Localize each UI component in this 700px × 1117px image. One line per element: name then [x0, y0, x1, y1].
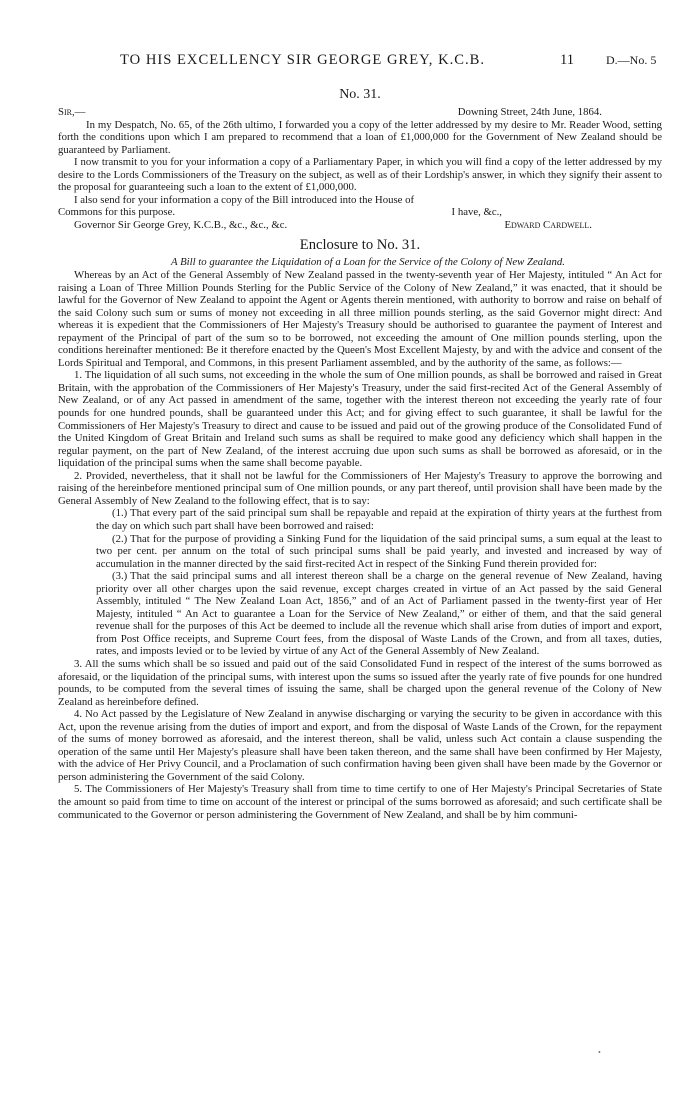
despatch-signoff	[58, 219, 662, 232]
page-mark: •	[598, 1048, 601, 1057]
page-body	[58, 86, 662, 821]
subsection-text: That the said principal sums and all interest thereon shall be a charge on the general revenue of New Zealand, having priority over all other charges upon the said revenue, except charges created in virtue of an Act passed by the said General Assembly, intituled “ The New Zealand Loan Act, 1856,” and of an Act of Parliament passed in the twenty-first year of Her Majesty, intituled “ An Act to guarantee a Loan for the Service of New Zealand,” or either of them, and that the said general revenue shall for the purposes of this Act be deemed to include all the revenue which shall arise from duties of import and export, from Post Office receipts, and Supreme Court fees, from the disposal of Waste Lands of the Crown, and from all taxes, duties, rates, and imposts levied or to be levied by virtue of any Act of the General Assembly of New Zealand.	[96, 570, 662, 658]
bill-subsection	[58, 533, 662, 571]
enclosure-heading: Enclosure to No. 31.	[299, 237, 421, 254]
salutation: Sir,—	[58, 106, 86, 118]
bill-section-1: 1. The liquidation of all such sums, not exceeding in the whole the sum of One million pounds, as shall be borrowed and raised in Great Britain, with the approbation of the Commissioners of Her Majesty's Treasury, under the said first-recited Act of the General Assembly of New Zealand, or of any Act passed in amendment of the same, together with the interest thereon not exceeding the yearly rate of four pounds for one hundred pounds, shall be guaranteed under this Act; and for giving effect to such guarantee, it shall be lawful for the Commissioners of Her Majesty's Treasury to direct and cause to be issued and paid out of the growing produce of the Consolidated Fund of the United Kingdom of Great Britain and Ireland such sums as shall be required to make good any deficiency which shall happen in the regular payment, on the part of New Zealand, of the interest accruing due upon such sums as shall be borrowed as aforesaid, or in the liquidation of the principal sums when the same shall become payable.	[58, 369, 662, 470]
despatch-paragraph: I now transmit to you for your information a copy of a Parliamentary Paper, in which you will find a copy of the letter addressed by my desire to the Lords Commissioners of the Treasury on the subject, as well as of their Lordship's answer, in which they signify their assent to the proposal for guaranteeing such a loan to the extent of £1,000,000.	[58, 156, 662, 194]
closing: I have, &c.,	[451, 206, 502, 219]
despatch-purpose-line	[58, 194, 662, 219]
despatch-paragraph: In my Despatch, No. 65, of the 26th ultimo, I forwarded you a copy of the letter addressed by my desire to Mr. Reader Wood, setting forth the conditions upon which I am prepared to recommend that a loan of £1,000,000 for the Government of New Zealand should be guaranteed by Parliament.	[58, 118, 662, 156]
subsection-text: That every part of the said principal sum shall be repayable and repaid at the expiration of thirty years at the furthest from the day on which such part shall have been borrowed and raised:	[96, 507, 662, 532]
subsection-text: That for the purpose of providing a Sinking Fund for the liquidation of the said principal sums, a sum equal at the least to two per cent. per annum on the total of such principal sums shall be paid yearly, and invested and increased by way of accumulation in the manner directed by the said first-recited Act in respect of the Sinking Fund therein provided for:	[96, 532, 662, 570]
despatch-opening	[58, 106, 662, 119]
bill-subsection	[58, 570, 662, 658]
bill-section-5: 5. The Commissioners of Her Majesty's Treasury shall from time to time certify to one of Her Majesty's Principal Secretaries of State the amount so paid from time to time on account of the interest or principal of the sums borrowed as aforesaid; and such certificate shall be communicated to the Governor or person administering the Government of New Zealand, and shall be by him communi-	[58, 783, 662, 821]
page-number: 11	[560, 52, 575, 68]
subsection-label: (2.)	[112, 532, 128, 545]
bill-subsection	[58, 507, 662, 532]
addressee: Governor Sir George Grey, K.C.B., &c., &c., &c.	[74, 218, 288, 231]
bill-section-4: 4. No Act passed by the Legislature of New Zealand in anywise discharging or varying the security to be given in accordance with this Act, upon the revenue arising from the duties of import and export, and from the disposal of Waste Lands of the Crown, for the repayment of the sums of money borrowed as aforesaid, and the interest thereon, shall be valid, unless such Act contain a clause suspending the operation of the same until Her Majesty's pleasure shall have been taken thereon, and the same shall have been confirmed by Her Majesty, with the advice of Her Privy Council, and a Proclamation of such confirmation having been given shall have been made by the Governor or person administering the Government of the said Colony.	[58, 708, 662, 783]
bill-title: A Bill to guarantee the Liquidation of a Loan for the Service of the Colony of New Zealand.	[171, 256, 565, 269]
place-date: Downing Street, 24th June, 1864.	[457, 106, 602, 118]
running-head-title: TO HIS EXCELLENCY SIR GEORGE GREY, K.C.B.	[120, 52, 486, 68]
despatch-number: No. 31.	[339, 87, 381, 102]
bill-section-2: 2. Provided, nevertheless, that it shall not be lawful for the Commissioners of Her Majesty's Treasury to approve the borrowing and raising of the hereinbefore mentioned principal sum of One million pounds, or any part thereof, until provision shall have been made by the General Assembly of New Zealand to the following effect, that is to say:	[58, 469, 662, 507]
subsection-label: (1.)	[112, 507, 128, 520]
bill-section-3: 3. All the sums which shall be so issued and paid out of the said Consolidated Fund in respect of the interest of the sums borrowed as aforesaid, or the liquidation of the principal sums, with interest upon the sums so issued after the yearly rate of five pounds for one hundred pounds, to be computed from the several times of issuing the same, shall be charged upon the general revenue of the Colony of New Zealand as hereinbefore defined.	[58, 657, 662, 708]
despatch-paragraph: I also send for your information a copy of the Bill introduced into the House of Commons for this purpose.	[58, 193, 415, 219]
bill-preamble: Whereas by an Act of the General Assembly of New Zealand passed in the twenty-seventh year of Her Majesty, intituled “ An Act for raising a Loan of Three Million Pounds Sterling for the Public Service of the Colony of New Zealand,” it was enacted, that it should be lawful for the Governor of New Zealand to appoint the Agent or Agents therein mentioned, with authority to borrow and raise on behalf of the said Colony such sum or sums of money not exceeding in all three million pounds sterling, as the said Governor might direct: And whereas it is expedient that the Commissioners of Her Majesty's Treasury should be authorised to guarantee the payment of Interest and repayment of the Principal of part of the sum so to be borrowed, not exceeding the amount of One million pounds sterling, upon the conditions hereinafter mentioned: Be it therefore enacted by the Queen's Most Excellent Majesty, by and with the advice and consent of the Lords Spiritual and Temporal, and Commons, in this present Parliament assembled, and by the authority of the same, as follows:—	[58, 269, 662, 369]
paper-reference: D.—No. 5	[606, 53, 657, 67]
running-head	[0, 52, 700, 68]
subsection-label: (3.)	[112, 570, 128, 583]
signature: Edward Cardwell.	[504, 218, 592, 231]
